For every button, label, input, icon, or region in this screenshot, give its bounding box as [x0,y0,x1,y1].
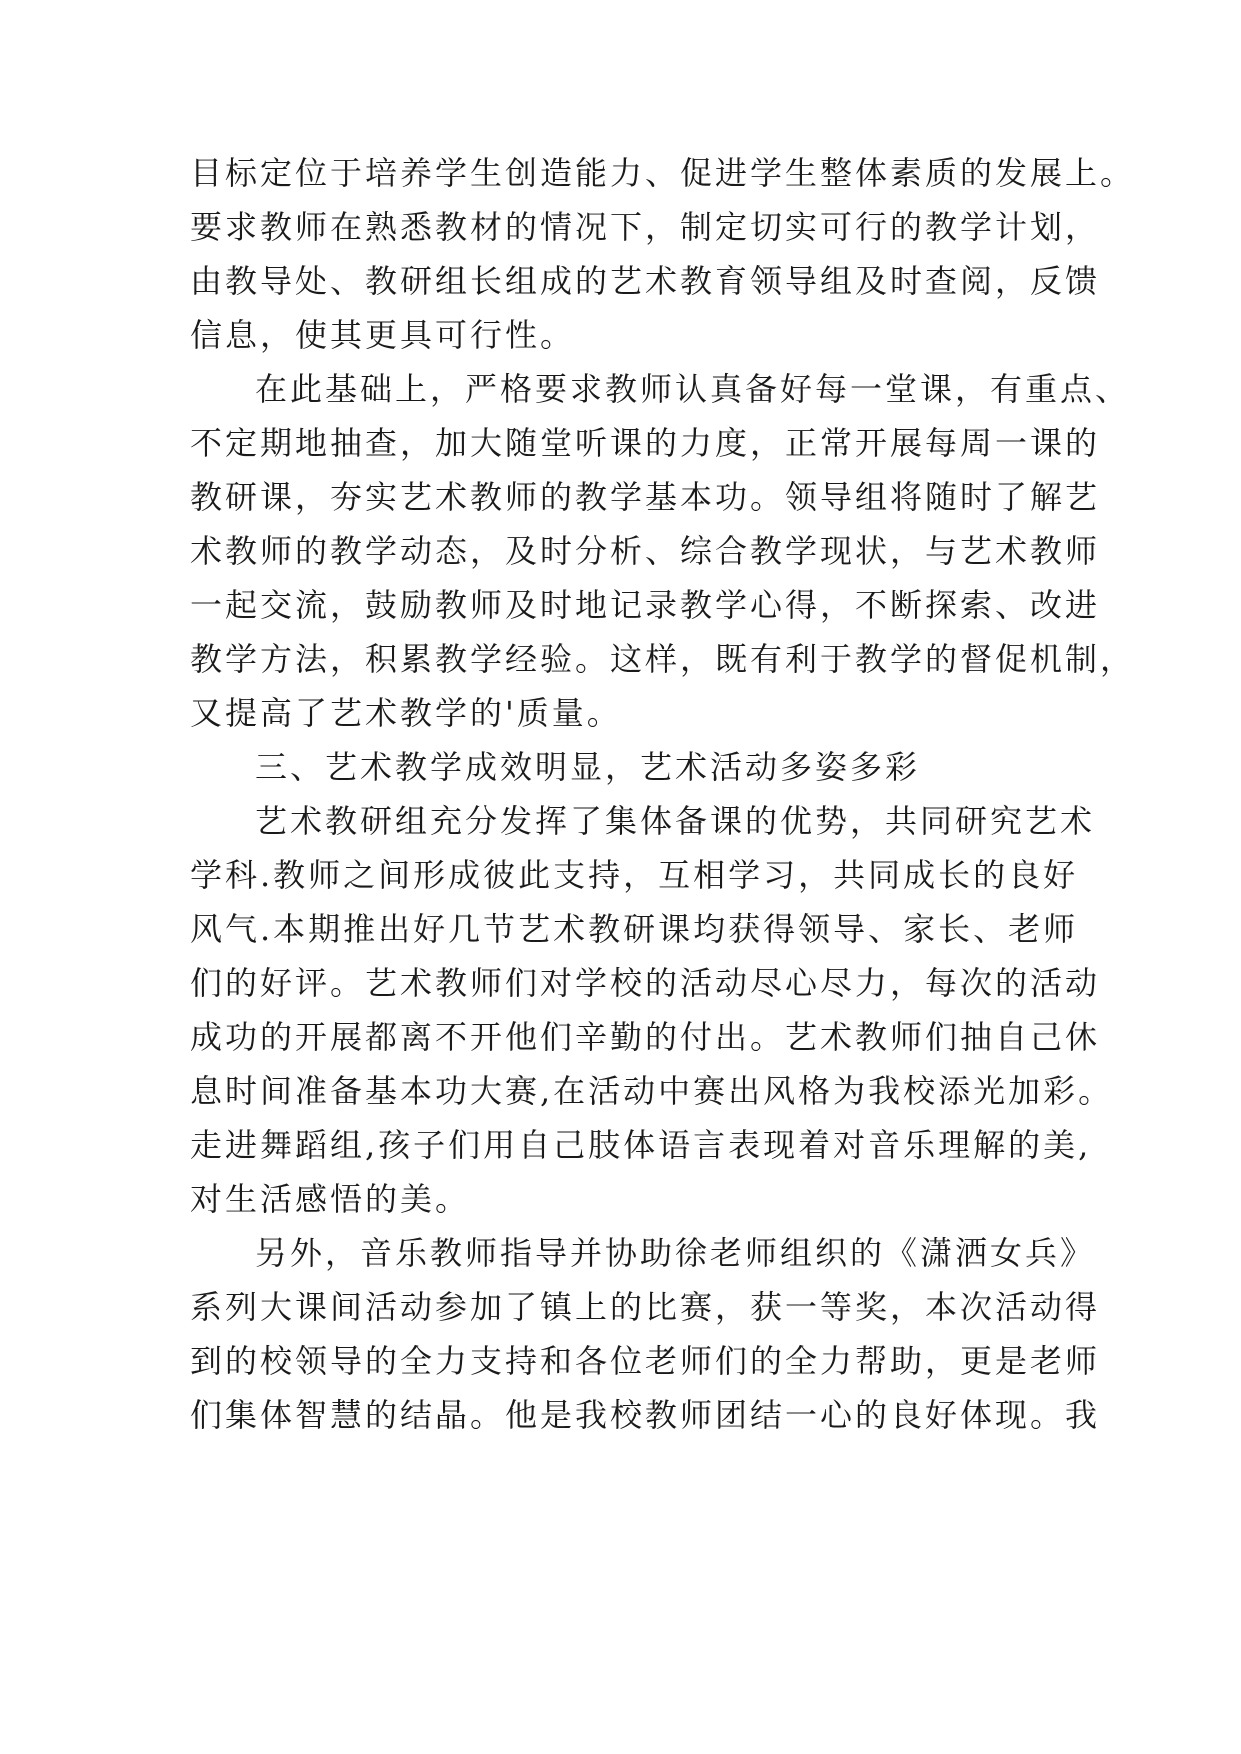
text-line: 息时间准备基本功大赛,在活动中赛出风格为我校添光加彩。 [190,1072,1114,1110]
text-line: 不定期地抽查，加大随堂听课的力度，正常开展每周一课的 [190,424,1101,462]
text-line: 们集体智慧的结晶。他是我校教师团结一心的良好体现。我 [190,1396,1101,1434]
text-line: 到的校领导的全力支持和各位老师们的全力帮助，更是老师 [190,1342,1101,1380]
text-line: 教研课，夯实艺术教师的教学基本功。领导组将随时了解艺 [190,478,1101,516]
text-line: 们的好评。艺术教师们对学校的活动尽心尽力，每次的活动 [190,964,1101,1002]
paragraph-first-line: 艺术教研组充分发挥了集体备课的优势，共同研究艺术 [255,802,1096,840]
text-line: 一起交流，鼓励教师及时地记录教学心得，不断探索、改进 [190,586,1101,624]
text-line: 术教师的教学动态，及时分析、综合教学现状，与艺术教师 [190,532,1101,570]
text-line: 对生活感悟的美。 [190,1180,471,1218]
text-line: 走进舞蹈组,孩子们用自己肢体语言表现着对音乐理解的美, [190,1126,1092,1164]
text-line: 又提高了艺术教学的'质量。 [190,694,622,732]
text-line: 目标定位于培养学生创造能力、促进学生整体素质的发展上。 [190,154,1136,192]
text-line: 风气.本期推出好几节艺术教研课均获得领导、家长、老师 [190,910,1079,948]
text-line: 成功的开展都离不开他们辛勤的付出。艺术教师们抽自己休 [190,1018,1101,1056]
text-line: 系列大课间活动参加了镇上的比赛，获一等奖，本次活动得 [190,1288,1101,1326]
text-line: 教学方法，积累教学经验。这样，既有利于教学的督促机制， [190,640,1136,678]
paragraph-first-line: 另外，音乐教师指导并协助徐老师组织的《潇洒女兵》 [255,1234,1096,1272]
paragraph-first-line: 在此基础上，严格要求教师认真备好每一堂课，有重点、 [255,370,1131,408]
section-heading: 三、艺术教学成效明显，艺术活动多姿多彩 [255,748,921,786]
text-line: 要求教师在熟悉教材的情况下，制定切实可行的教学计划， [190,208,1101,246]
text-line: 由教导处、教研组长组成的艺术教育领导组及时查阅，反馈 [190,262,1101,300]
text-line: 信息，使其更具可行性。 [190,316,576,354]
text-line: 学科.教师之间形成彼此支持，互相学习，共同成长的良好 [190,856,1079,894]
